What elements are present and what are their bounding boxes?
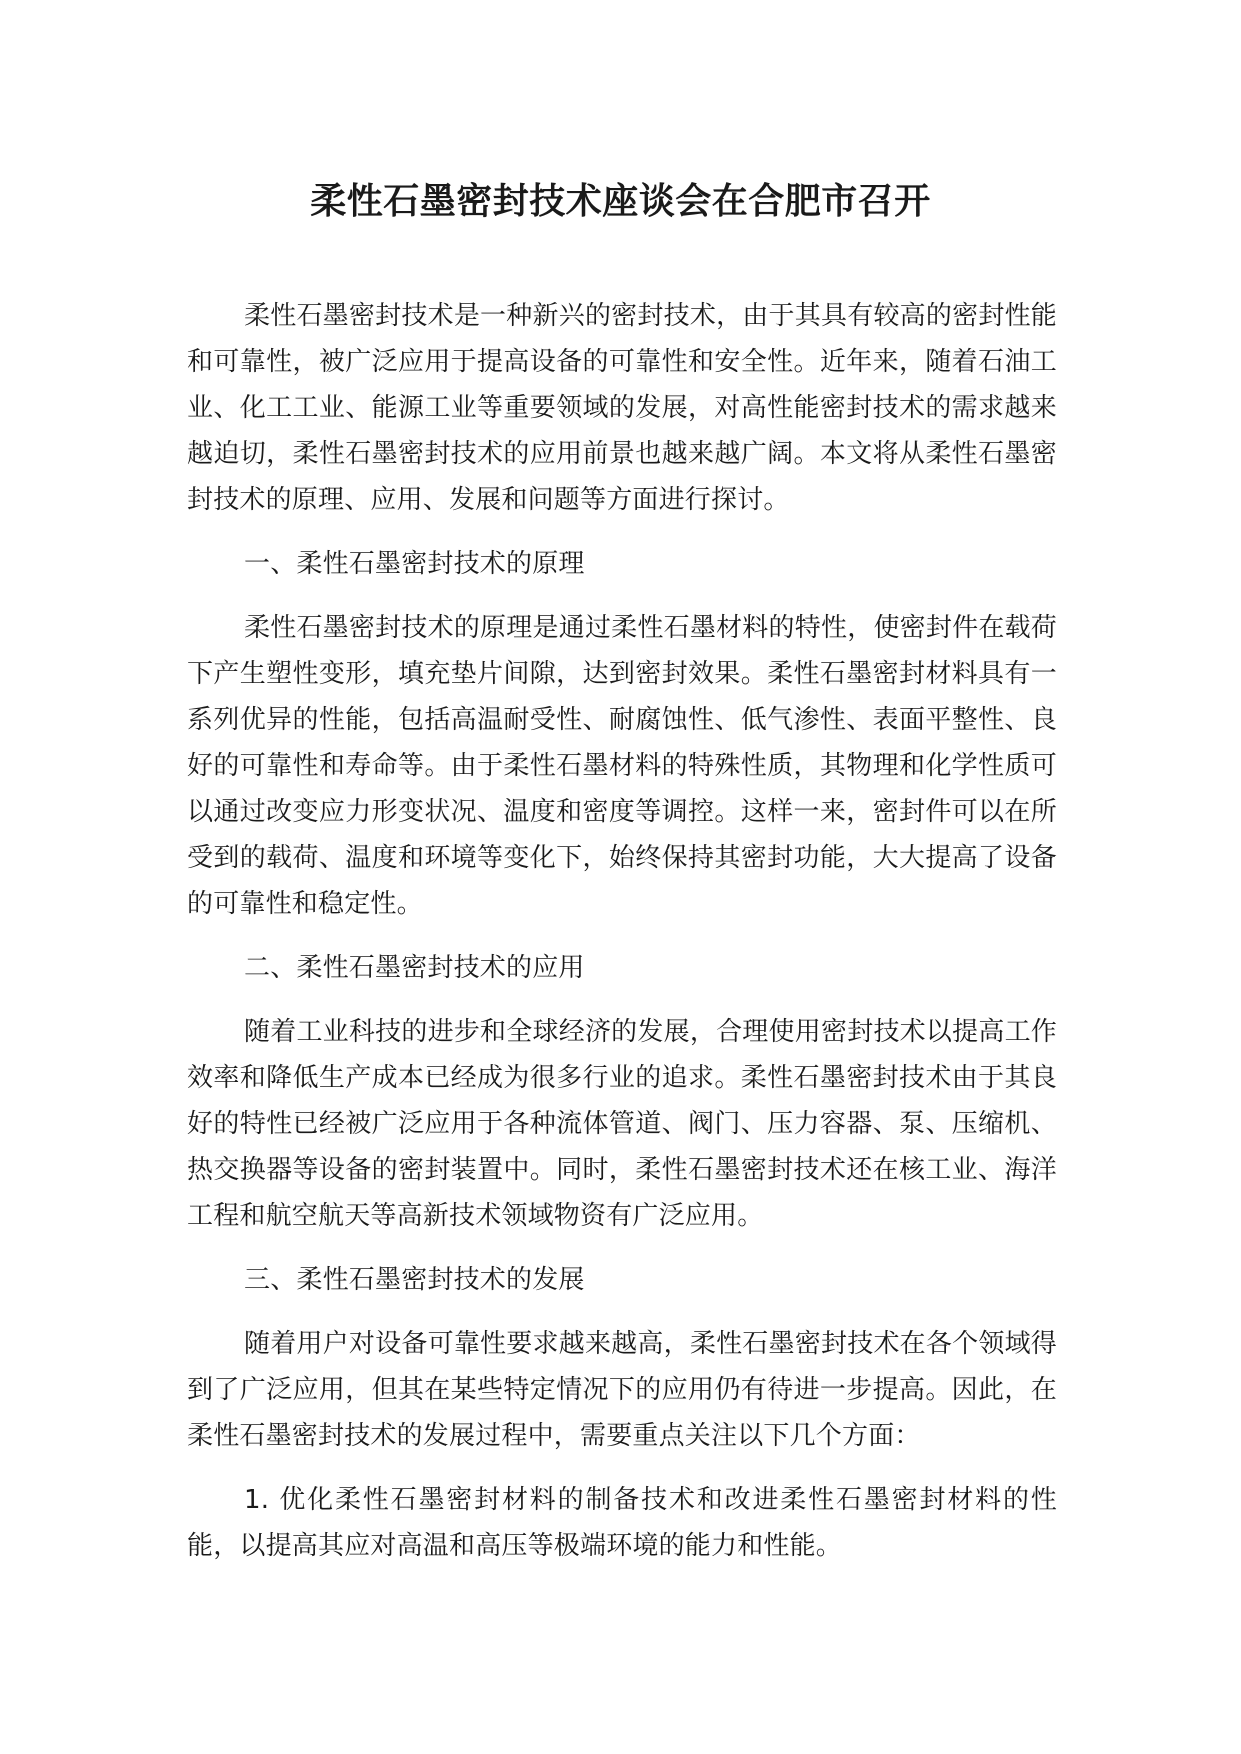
section-heading-principle: 一、柔性石墨密封技术的原理 [244,549,585,579]
development-list-item-1: 1. 优化柔性石墨密封材料的制备技术和改进柔性石墨密封材料的性能，以提高其应对高温和高压等极端环境的能力和性能。 [187,1485,1057,1561]
application-paragraph: 随着工业科技的进步和全球经济的发展，合理使用密封技术以提高工作效率和降低生产成本已经成为很多行业的追求。柔性石墨密封技术由于其良好的特性已经被广泛应用于各种流体管道、阀门、压力容器、泵、压缩机、热交换器等设备的密封装置中。同时，柔性石墨密封技术还在核工业、海洋工程和航空航天等高新技术领域物资有广泛应用。 [187,1017,1057,1231]
development-paragraph: 随着用户对设备可靠性要求越来越高，柔性石墨密封技术在各个领域得到了广泛应用，但其在某些特定情况下的应用仍有待进一步提高。因此，在柔性石墨密封技术的发展过程中，需要重点关注以下几个方面： [187,1329,1057,1451]
section-heading-development: 三、柔性石墨密封技术的发展 [244,1265,585,1295]
intro-paragraph: 柔性石墨密封技术是一种新兴的密封技术，由于其具有较高的密封性能和可靠性，被广泛应用于提高设备的可靠性和安全性。近年来，随着石油工业、化工工业、能源工业等重要领域的发展，对高性能密封技术的需求越来越迫切，柔性石墨密封技术的应用前景也越来越广阔。本文将从柔性石墨密封技术的原理、应用、发展和问题等方面进行探讨。 [187,301,1057,515]
principle-paragraph: 柔性石墨密封技术的原理是通过柔性石墨材料的特性，使密封件在载荷下产生塑性变形，填充垫片间隙，达到密封效果。柔性石墨密封材料具有一系列优异的性能，包括高温耐受性、耐腐蚀性、低气渗性、表面平整性、良好的可靠性和寿命等。由于柔性石墨材料的特殊性质，其物理和化学性质可以通过改变应力形变状况、温度和密度等调控。这样一来，密封件可以在所受到的载荷、温度和环境等变化下，始终保持其密封功能，大大提高了设备的可靠性和稳定性。 [187,613,1057,919]
section-heading-application: 二、柔性石墨密封技术的应用 [244,953,585,983]
document-body [187,293,1057,1587]
document-title: 柔性石墨密封技术座谈会在合肥市召开 [310,181,931,222]
